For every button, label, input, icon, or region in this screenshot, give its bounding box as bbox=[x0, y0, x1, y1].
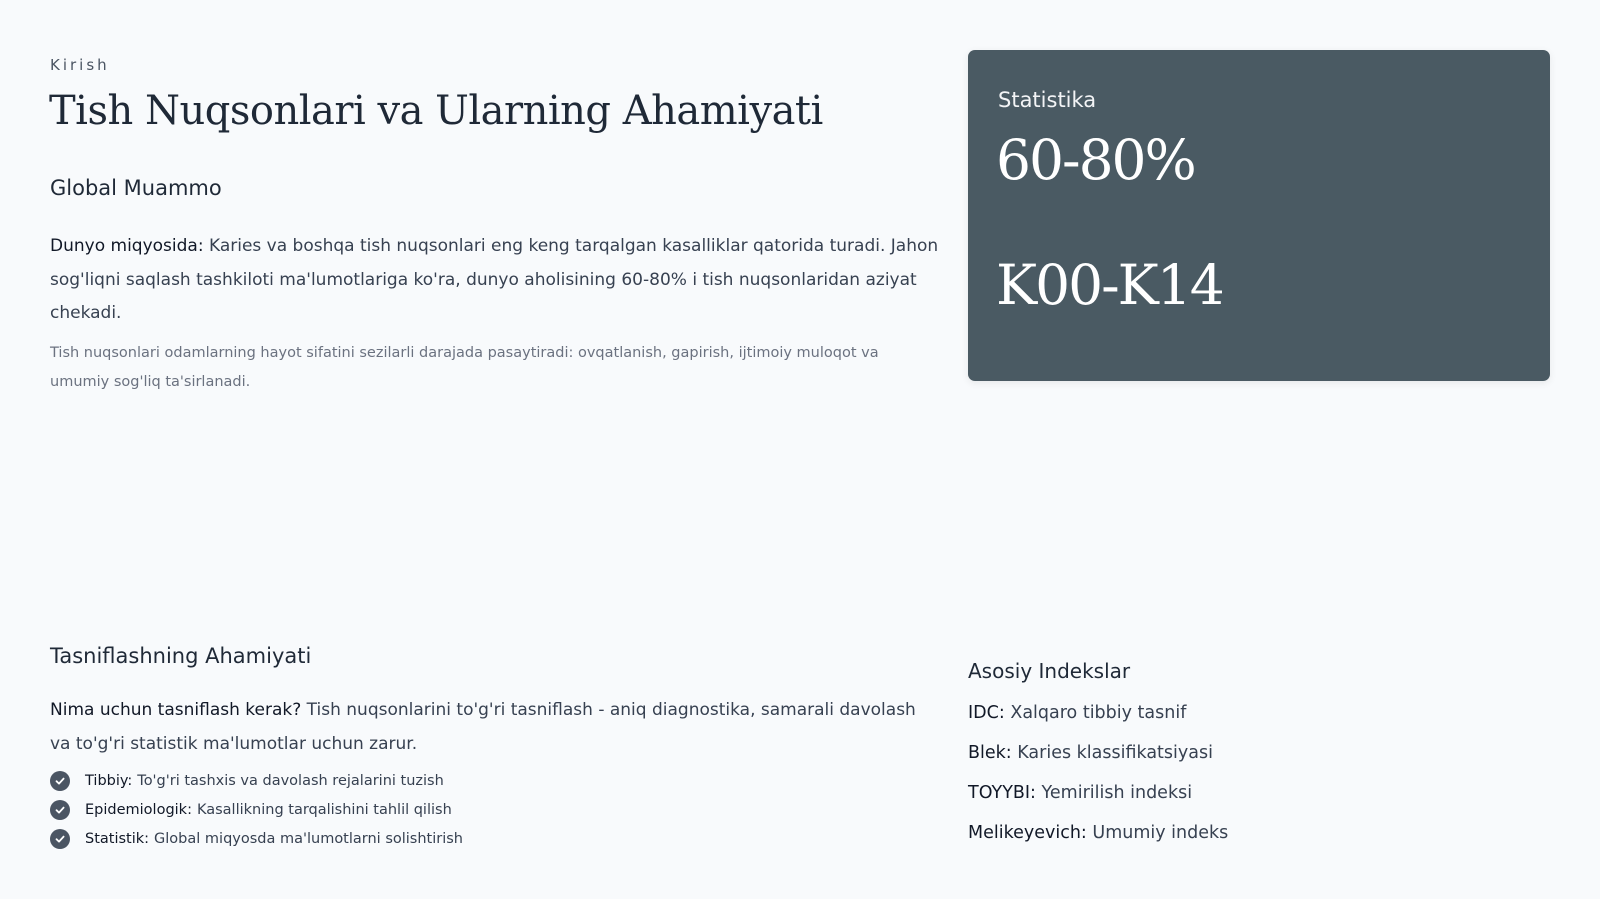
checklist-item-label: Epidemiologik: bbox=[85, 801, 192, 818]
statistics-card bbox=[968, 50, 1550, 381]
classification-body-text: Tish nuqsonlarini to'g'ri tasniflash - aniq diagnostika, samarali davolash va to'g'ri statistik ma'lumotlar uchun zarur. bbox=[50, 700, 916, 754]
global-heading: Global Muammo bbox=[50, 176, 222, 200]
stat-card-label: Statistika bbox=[998, 88, 1097, 112]
index-description: Yemirilish indeksi bbox=[1041, 783, 1193, 803]
check-circle-icon bbox=[50, 800, 70, 820]
global-lead-label: Dunyo miqyosida: bbox=[50, 236, 204, 256]
checklist-item bbox=[50, 795, 463, 824]
stat-value-icd-range: K00-K14 bbox=[996, 253, 1223, 317]
classification-heading: Tasniflashning Ahamiyati bbox=[50, 644, 312, 668]
checklist-item bbox=[50, 766, 463, 795]
index-name: Blek: bbox=[968, 743, 1012, 763]
index-name: Melikeyevich: bbox=[968, 823, 1087, 843]
checklist-item bbox=[50, 824, 463, 853]
check-circle-icon bbox=[50, 829, 70, 849]
index-name: IDC: bbox=[968, 703, 1005, 723]
section-kicker: Kirish bbox=[50, 56, 110, 74]
global-note: Tish nuqsonlari odamlarning hayot sifatini sezilarli darajada pasaytiradi: ovqatlanish, gapirish, ijtimoiy muloqot va umumiy sog'liq ta'sirlanadi. bbox=[50, 345, 879, 390]
global-body-text: Karies va boshqa tish nuqsonlari eng keng tarqalgan kasalliklar qatorida turadi. Jahon sog'liqni saqlash tashkiloti ma'lumotlariga ko'ra, dunyo aholisining 60-80% i tish nuqsonlaridan aziyat chekadi. bbox=[50, 236, 939, 323]
check-circle-icon bbox=[50, 771, 70, 791]
checklist-item-label: Statistik: bbox=[85, 830, 150, 847]
indexes-list bbox=[968, 703, 1228, 863]
checklist-item-text: Global miqyosda ma'lumotlarni solishtirish bbox=[154, 830, 463, 847]
index-item bbox=[968, 743, 1228, 783]
index-description: Umumiy indeks bbox=[1092, 823, 1229, 843]
index-description: Xalqaro tibbiy tasnif bbox=[1010, 703, 1187, 723]
checklist-item-label: Tibbiy: bbox=[85, 772, 133, 789]
classification-checklist bbox=[50, 766, 463, 853]
classification-paragraph bbox=[50, 694, 940, 761]
index-item bbox=[968, 703, 1228, 743]
index-name: TOYYBI: bbox=[968, 783, 1036, 803]
indexes-heading: Asosiy Indekslar bbox=[968, 659, 1131, 683]
global-paragraph bbox=[50, 230, 940, 331]
checklist-item-text: To'g'ri tashxis va davolash rejalarini tuzish bbox=[137, 772, 444, 789]
checklist-item-text: Kasallikning tarqalishini tahlil qilish bbox=[196, 801, 452, 818]
index-item bbox=[968, 783, 1228, 823]
stat-value-percentage: 60-80% bbox=[996, 128, 1195, 192]
index-description: Karies klassifikatsiyasi bbox=[1017, 743, 1213, 763]
page-title: Tish Nuqsonlari va Ularning Ahamiyati bbox=[49, 88, 823, 134]
index-item bbox=[968, 823, 1228, 863]
classification-lead-label: Nima uchun tasniflash kerak? bbox=[50, 700, 302, 720]
